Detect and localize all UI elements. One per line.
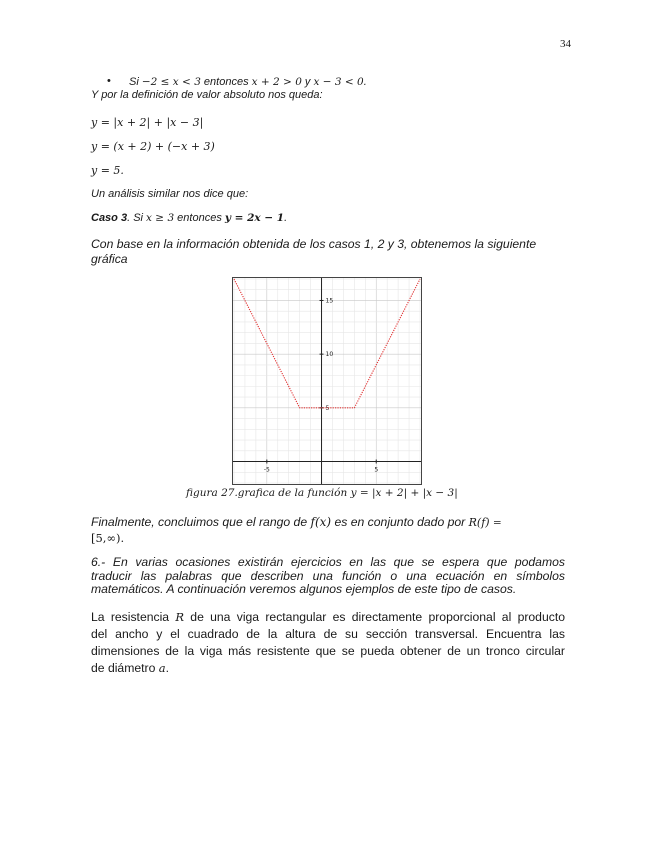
final-paragraph-line1 bbox=[91, 515, 565, 531]
definition-text: Y por la definición de valor absoluto nos queda: bbox=[91, 89, 323, 101]
case3-end: . bbox=[284, 212, 288, 224]
y-tick-label: 5 bbox=[325, 404, 330, 412]
function-graph bbox=[232, 277, 422, 485]
bullet-text bbox=[129, 76, 367, 88]
case3-text2: entonces bbox=[174, 212, 225, 224]
resist-l1a: La resistencia bbox=[91, 610, 176, 624]
bullet-cond2: x + 2 > 0 bbox=[251, 76, 302, 88]
case3-line bbox=[91, 212, 287, 224]
case3-formula: y = 2x − 1 bbox=[224, 212, 285, 224]
p6-line2: traducir las palabras que describen una función o una ecuación en símbolos bbox=[91, 568, 565, 583]
resist-l4a: de diámetro bbox=[91, 661, 159, 675]
final-text1: Finalmente, concluimos que el rango de bbox=[91, 515, 311, 529]
y-tick-label: 10 bbox=[325, 351, 334, 359]
case3-dot: . bbox=[127, 212, 134, 224]
equation-3: y = 5. bbox=[91, 164, 124, 177]
bullet-cond3: x − 3 < 0 bbox=[313, 76, 364, 88]
equation-1: y = |x + 2| + |x − 3| bbox=[91, 116, 204, 129]
bullet-mid: entonces bbox=[200, 76, 252, 88]
base-paragraph-line2: gráfica bbox=[91, 251, 128, 266]
final-text2: es en conjunto dado por bbox=[331, 515, 469, 529]
analysis-text: Un análisis similar nos dice que: bbox=[91, 188, 249, 200]
resist-line1 bbox=[91, 609, 565, 626]
graph-svg bbox=[232, 277, 422, 485]
x-tick-label: -5 bbox=[263, 466, 270, 474]
resist-line4 bbox=[91, 660, 565, 677]
p6-line1: 6.- En varias ocasiones existirán ejercicios en las que se espera que podamos bbox=[91, 555, 565, 569]
caption-lead: figura 27.grafica de la función bbox=[186, 487, 348, 499]
y-tick-label: 15 bbox=[325, 297, 334, 305]
final-fx: f(x) bbox=[310, 515, 332, 529]
final-rf: R(f) bbox=[468, 516, 490, 529]
bullet-mid2: y bbox=[301, 76, 314, 88]
bullet-prefix: Si bbox=[129, 76, 142, 88]
resist-line2: del ancho y el cuadrado de la altura de su sección transversal. Encuentra las bbox=[91, 627, 565, 641]
bullet-dot: • bbox=[107, 75, 111, 87]
graph-frame bbox=[233, 278, 422, 485]
paragraph-6 bbox=[91, 556, 565, 597]
final-eq: = bbox=[489, 517, 502, 529]
case3-cond: x ≥ 3 bbox=[146, 212, 175, 224]
caption-formula: y = |x + 2| + |x − 3| bbox=[347, 487, 458, 499]
final-paragraph bbox=[91, 515, 565, 545]
equation-2: y = (x + 2) + (−x + 3) bbox=[91, 140, 215, 153]
bullet-cond1: −2 ≤ x < 3 bbox=[141, 76, 201, 88]
resist-R: R bbox=[175, 610, 185, 624]
resist-line3: dimensiones de la viga más resistente que se pueda obtener de un tronco circular bbox=[91, 644, 565, 658]
final-range: [5,∞). bbox=[91, 530, 125, 545]
resist-a: a bbox=[158, 661, 166, 675]
case3-text1: Si bbox=[133, 212, 147, 224]
resist-l4b: . bbox=[165, 661, 169, 675]
resistance-paragraph bbox=[91, 609, 565, 677]
bullet-end: . bbox=[363, 76, 367, 88]
x-tick-label: 5 bbox=[374, 466, 379, 474]
case3-label: Caso 3 bbox=[91, 212, 128, 224]
resist-l1b: de una viga rectangular es directamente proporcional al producto bbox=[184, 610, 565, 624]
p6-line3: matemáticos. A continuación veremos algunos ejemplos de este tipo de casos. bbox=[91, 582, 517, 596]
page-number: 34 bbox=[560, 38, 571, 50]
figure-caption bbox=[186, 487, 458, 499]
base-paragraph-line1: Con base en la información obtenida de los casos 1, 2 y 3, obtenemos la siguiente bbox=[91, 237, 537, 251]
base-paragraph bbox=[91, 237, 565, 266]
